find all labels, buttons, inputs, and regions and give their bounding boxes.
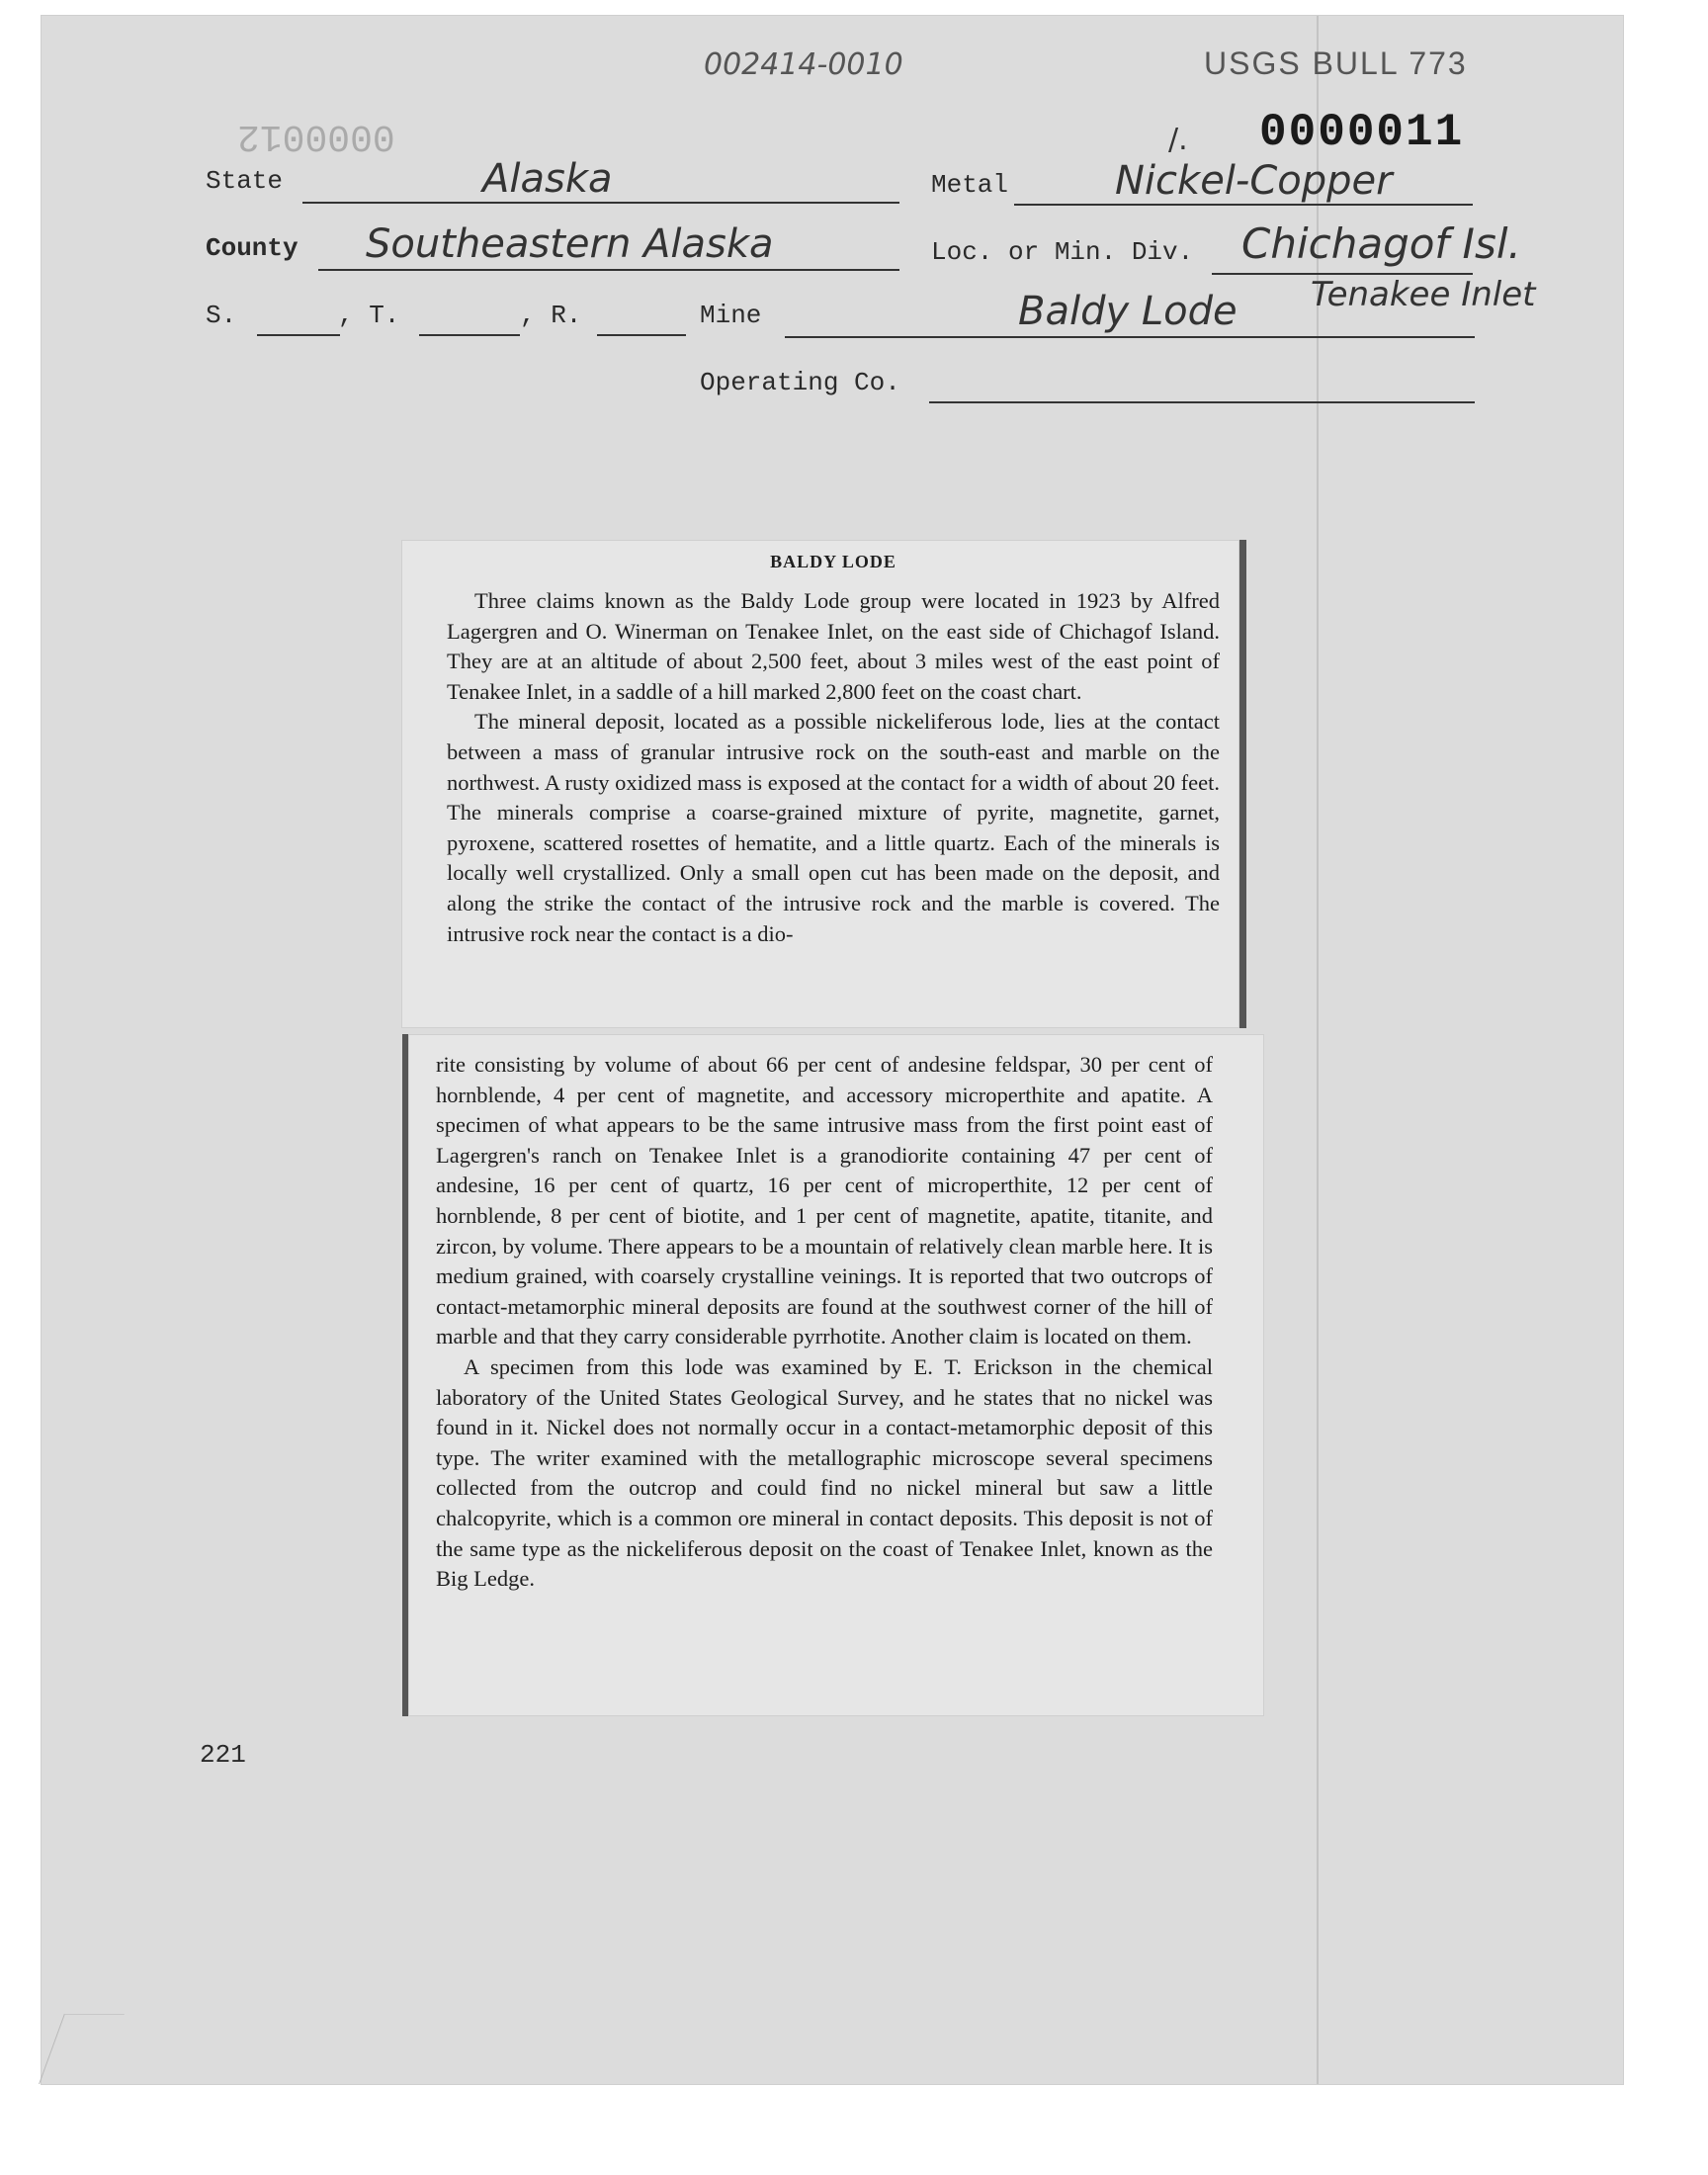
operating-underline xyxy=(929,401,1475,403)
metal-underline xyxy=(1014,204,1473,206)
state-label: State xyxy=(206,166,284,196)
article-title: BALDY LODE xyxy=(770,552,897,571)
county-underline xyxy=(318,269,899,271)
folded-corner xyxy=(39,2014,125,2084)
state-value: Alaska xyxy=(482,156,613,202)
state-underline xyxy=(302,202,899,204)
operating-label: Operating Co. xyxy=(700,368,900,397)
metal-label: Metal xyxy=(931,170,1009,200)
county-label: County xyxy=(206,233,299,263)
county-value: Southeastern Alaska xyxy=(366,221,774,267)
r-underline xyxy=(597,334,686,336)
t-label: , T. xyxy=(338,301,400,330)
article-paragraph-1: Three claims known as the Baldy Lode group were located in 1923 by Alfred Lagergren and O. Winerman on Tenakee Inlet, on the east side of Chichagof Island. They are at an altitude of about 2,500 feet, about 3 miles west of the east point of Tenakee Inlet, in a saddle of a hill marked 2,800 feet on the coast chart. xyxy=(447,588,1220,704)
loc-value: Chichagof Isl. xyxy=(1241,219,1521,268)
metal-value: Nickel-Copper xyxy=(1115,158,1393,204)
mirror-stamp-number: 0000012 xyxy=(237,115,395,157)
fold-line xyxy=(1317,16,1319,2084)
mine-label: Mine xyxy=(700,301,762,330)
article-paragraph-2: The mineral deposit, located as a possible nickeliferous lode, lies at the contact between a mass of granular intrusive rock on the south-east and marble on the northwest. A rusty oxidized mass is exposed at the contact for a width of about 20 feet. The minerals comprise a coarse-grained mixture of pyrite, magnetite, garnet, pyroxene, scattered rosettes of hematite, and a little quartz. Each of the minerals is locally well crystallized. Only a small open cut has been made on the deposit, and along the strike the contact of the intrusive rock and the marble is covered. The intrusive rock near the contact is a dio- xyxy=(447,709,1220,946)
page-number: 221 xyxy=(200,1740,246,1770)
article-paragraph-3: rite consisting by volume of about 66 per cent of andesine feldspar, 30 per cent of hornblende, 4 per cent of magnetite, and accessory microperthite and apatite. A specimen of what appears to be the same intrusive mass from the first point east of Lagergren's ranch on Tenakee Inlet is a granodiorite containing 47 per cent of andesine, 16 per cent of quartz, 16 per cent of microperthite, 12 per cent of hornblende, 8 per cent of biotite, and 1 per cent of magnetite, apatite, titanite, and zircon, by volume. There appears to be a mountain of relatively clean marble here. It is medium grained, with coarsely crystalline veinings. It is reported that two outcrops of contact-metamorphic mineral deposits are found at the southwest corner of the hill of marble and that they carry considerable pyrrhotite. Another claim is located on them. xyxy=(436,1052,1213,1349)
loc-label: Loc. or Min. Div. xyxy=(931,237,1194,267)
s-label: S. xyxy=(206,301,237,330)
s-underline xyxy=(257,334,340,336)
usgs-bull-stamp: USGS BULL 773 xyxy=(1204,45,1468,81)
mine-underline xyxy=(785,336,1475,338)
mine-value: Baldy Lode xyxy=(1018,289,1238,334)
tick-mark: /. xyxy=(1168,123,1188,157)
r-label: , R. xyxy=(520,301,582,330)
article-clipping-top xyxy=(401,540,1246,1028)
loc-value-2: Tenakee Inlet xyxy=(1311,275,1536,314)
article-clipping-bottom xyxy=(402,1034,1264,1716)
article-paragraph-4: A specimen from this lode was examined by E. T. Erickson in the chemical laboratory of the United States Geological Survey, and he states that no nickel was found in it. Nickel does not normally occur in a contact-metamorphic deposit of this type. The writer examined with the metallographic microscope several specimens collected from the outcrop and could find no nickel mineral but saw a little chalcopyrite, which is a common ore mineral in contact deposits. This deposit is not of the same type as the nickeliferous deposit on the coast of Tenakee Inlet, known as the Big Ledge. xyxy=(436,1353,1213,1592)
file-number: 002414-0010 xyxy=(704,47,903,82)
t-underline xyxy=(419,334,520,336)
stamp-number: 0000011 xyxy=(1259,107,1465,158)
